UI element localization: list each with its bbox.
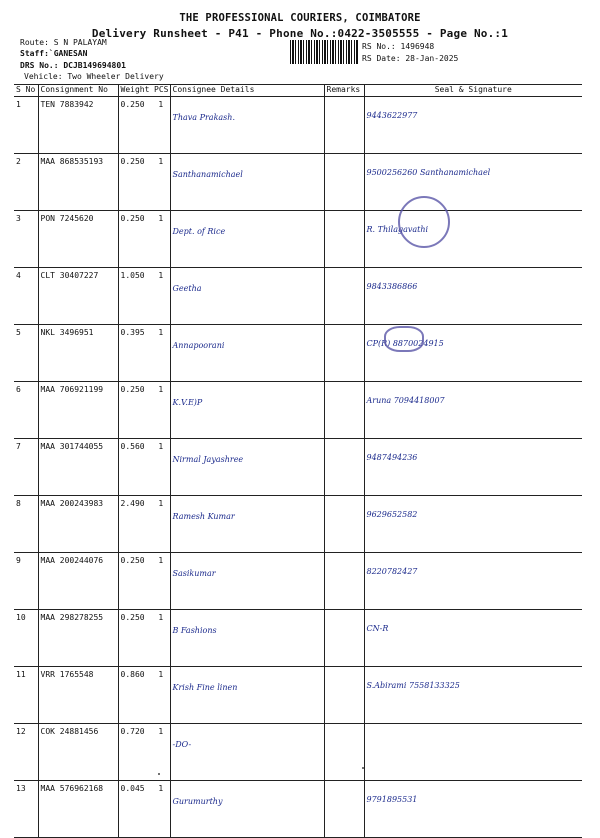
row-weight: 0.720 [118,724,152,781]
table-row [14,724,582,781]
row-signature: 9791895531 [364,781,582,838]
table-row [14,610,582,667]
row-sno: 13 [14,781,38,838]
row-consignee: K.V.E)P [170,382,324,439]
seal-stamp [398,196,450,248]
row-pcs: 1 [152,382,170,439]
row-consignment-no: MAA 200244076 [38,553,118,610]
table-row [14,382,582,439]
table-row [14,97,582,154]
row-pcs: 1 [152,154,170,211]
col-signature-header: Seal & Signature [364,85,582,97]
row-weight: 0.395 [118,325,152,382]
row-remarks [324,553,364,610]
row-signature: CP(R) 8870024915 [364,325,582,382]
row-signature: 9500256260 Santhanamichael [364,154,582,211]
row-signature: Aruna 7094418007 [364,382,582,439]
row-consignee: Santhanamichael [170,154,324,211]
staff-text: Staff:`GANESAN [20,49,88,58]
row-pcs: 1 [152,610,170,667]
row-pcs: 1 [152,439,170,496]
row-consignment-no: MAA 706921199 [38,382,118,439]
row-signature: 9487494236 [364,439,582,496]
row-signature: 9629652582 [364,496,582,553]
row-remarks [324,496,364,553]
row-sno: 4 [14,268,38,325]
table-row [14,154,582,211]
col-consignee-header: Consignee Details [170,85,324,97]
row-remarks [324,724,364,781]
row-signature: 9843386866 [364,268,582,325]
row-weight: 1.050 [118,268,152,325]
row-consignment-no: MAA 298278255 [38,610,118,667]
table-header-row [14,85,582,97]
runsheet-subtitle: Delivery Runsheet - P41 - Phone No.:0422-3505555 - Page No.:1 [91,27,509,40]
scan-speck [158,773,160,775]
row-signature: 9443622977 [364,97,582,154]
row-consignment-no: MAA 301744055 [38,439,118,496]
row-consignment-no: MAA 200243983 [38,496,118,553]
row-consignee: Annapoorani [170,325,324,382]
route-text: Route: S N PALAYAM [20,38,107,47]
table-row [14,439,582,496]
table-row [14,667,582,724]
row-signature: CN-R [364,610,582,667]
row-sno: 10 [14,610,38,667]
row-remarks [324,97,364,154]
runsheet-table [14,84,582,838]
row-signature: R. Thilagavathi [364,211,582,268]
row-signature: 8220782427 [364,553,582,610]
barcode-image [290,40,358,64]
vehicle-text: Vehicle: Two Wheeler Delivery [24,72,164,81]
row-weight: 0.250 [118,382,152,439]
row-remarks [324,268,364,325]
row-pcs: 1 [152,724,170,781]
col-remarks-header: Remarks [324,85,364,97]
row-consignee: Dept. of Rice [170,211,324,268]
row-sno: 7 [14,439,38,496]
row-sno: 9 [14,553,38,610]
row-consignment-no: CLT 30407227 [38,268,118,325]
row-remarks [324,154,364,211]
col-weight-header: Weight [118,85,152,97]
row-pcs: 1 [152,211,170,268]
row-consignee: B Fashions [170,610,324,667]
row-consignment-no: NKL 3496951 [38,325,118,382]
row-consignee: Geetha [170,268,324,325]
row-weight: 0.250 [118,211,152,268]
row-consignee: Nirmal Jayashree [170,439,324,496]
row-weight: 0.045 [118,781,152,838]
table-row [14,781,582,838]
row-pcs: 1 [152,325,170,382]
row-consignment-no: MAA 576962168 [38,781,118,838]
row-remarks [324,211,364,268]
col-pcs-header: PCS [152,85,170,97]
row-pcs: 1 [152,268,170,325]
row-weight: 0.250 [118,97,152,154]
row-weight: 0.860 [118,667,152,724]
row-remarks [324,325,364,382]
drs-text: DRS No.: DCJB149694801 [20,61,126,70]
row-consignment-no: COK 24881456 [38,724,118,781]
company-title: THE PROFESSIONAL COURIERS, COIMBATORE [179,12,421,24]
row-weight: 0.560 [118,439,152,496]
row-consignment-no: TEN 7883942 [38,97,118,154]
row-consignee: -DO- [170,724,324,781]
row-pcs: 1 [152,97,170,154]
row-sno: 5 [14,325,38,382]
row-pcs: 1 [152,667,170,724]
row-remarks [324,667,364,724]
row-consignee: Gurumurthy [170,781,324,838]
row-sno: 1 [14,97,38,154]
row-pcs: 1 [152,496,170,553]
table-body [14,97,582,838]
scan-speck [362,767,364,769]
row-pcs: 1 [152,553,170,610]
col-sno-header: S No [14,85,38,97]
table-row [14,325,582,382]
row-weight: 0.250 [118,610,152,667]
row-sno: 2 [14,154,38,211]
row-consignment-no: PON 7245620 [38,211,118,268]
row-weight: 0.250 [118,154,152,211]
row-pcs: 1 [152,781,170,838]
row-consignee: Krish Fine linen [170,667,324,724]
table-row [14,211,582,268]
row-remarks [324,610,364,667]
row-consignee: Ramesh Kumar [170,496,324,553]
col-consignment-header: Consignment No [38,85,118,97]
table-row [14,268,582,325]
table-row [14,553,582,610]
row-consignment-no: VRR 1765548 [38,667,118,724]
row-consignee: Thava Prakash. [170,97,324,154]
row-consignee: Sasikumar [170,553,324,610]
row-weight: 2.490 [118,496,152,553]
row-consignment-no: MAA 868535193 [38,154,118,211]
rs-date-text: RS Date: 28-Jan-2025 [362,54,459,63]
row-remarks [324,382,364,439]
row-remarks [324,439,364,496]
row-weight: 0.250 [118,553,152,610]
row-signature [364,724,582,781]
row-sno: 8 [14,496,38,553]
row-sno: 11 [14,667,38,724]
table-row [14,496,582,553]
rs-no-text: RS No.: 1496948 [362,42,435,51]
row-sno: 6 [14,382,38,439]
seal-stamp [384,326,424,352]
row-sno: 12 [14,724,38,781]
row-sno: 3 [14,211,38,268]
row-signature: S.Abirami 7558133325 [364,667,582,724]
row-remarks [324,781,364,838]
